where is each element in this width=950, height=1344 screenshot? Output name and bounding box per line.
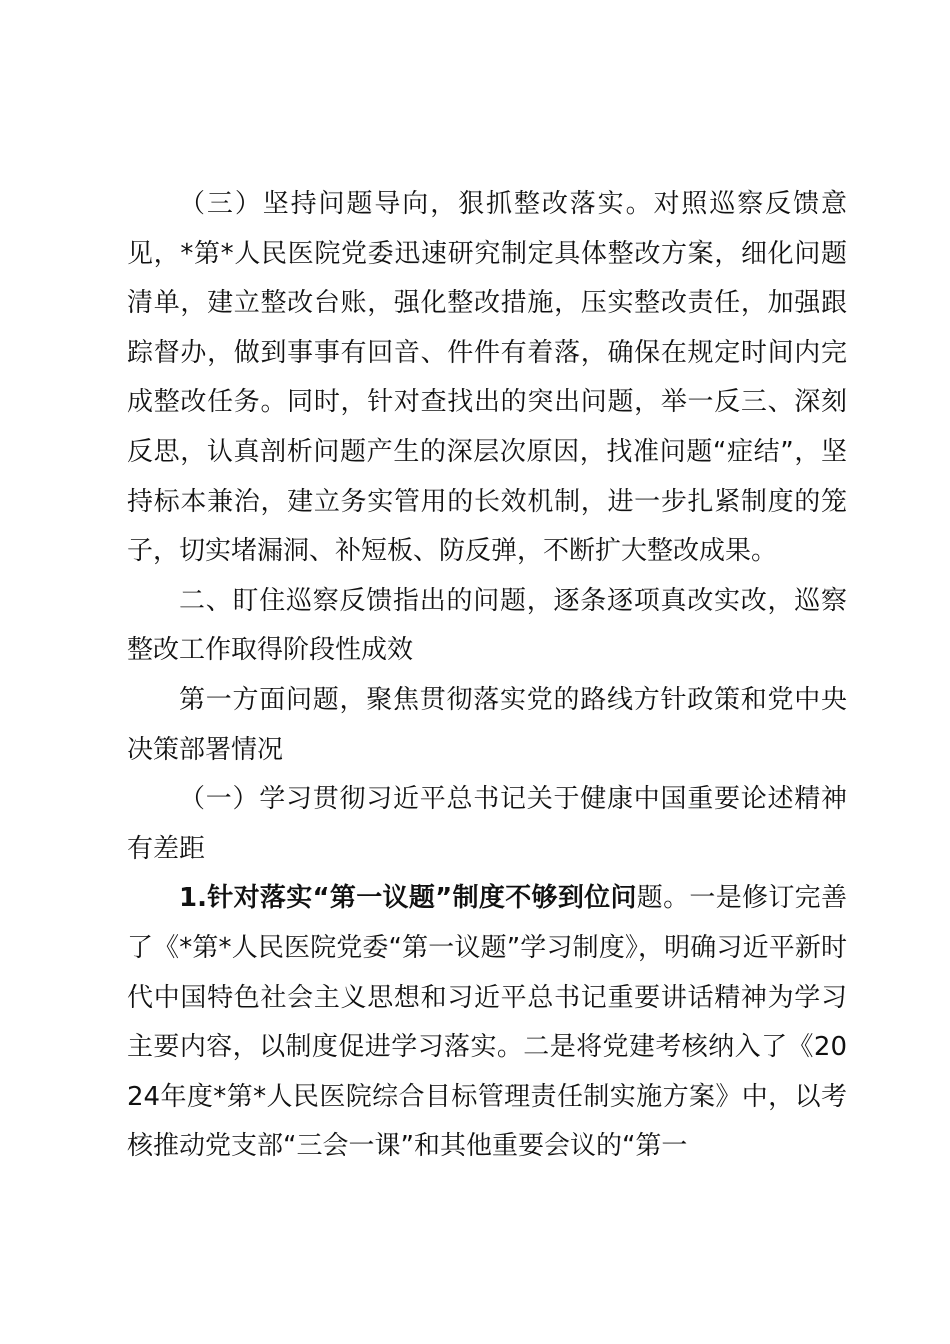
document-body xyxy=(127,180,847,1172)
section-heading-two: 二、盯住巡察反馈指出的问题，逐条逐项真改实改，巡察整改工作取得阶段性成效 xyxy=(127,585,847,666)
paragraph-first-agenda-item xyxy=(127,874,847,1172)
item-body-text: 题。一是修订完善了《*第*人民医院党委“第一议题”学习制度》，明确习近平新时代中国特色社会主义思想和习近平总书记重要讲话精神为学习主要内容，以制度促进学习落实。二是将党建考核纳入了《2024年度*第*人民医院综合目标管理责任制实施方案》中，以考核推动党支部“三会一课”和其他重要会议的“第一 xyxy=(127,883,847,1162)
problem-area-one-heading: 第一方面问题，聚焦贯彻落实党的路线方针政策和党中央决策部署情况 xyxy=(127,684,847,765)
bold-item-heading: 1.针对落实“第一议题”制度不够到位问 xyxy=(179,883,637,914)
paragraph-rectification-measures: （三）坚持问题导向，狠抓整改落实。对照巡察反馈意见，*第*人民医院党委迅速研究制定具体整改方案，细化问题清单，建立整改台账，强化整改措施，压实整改责任，加强跟踪督办，做到事事有回音、件件有着落，确保在规定时间内完成整改任务。同时，针对查找出的突出问题，举一反三、深刻反思，认真剖析问题产生的深层次原因，找准问题“症结”，坚持标本兼治，建立务实管用的长效机制，进一步扎紧制度的笼子，切实堵漏洞、补短板、防反弹，不断扩大整改成果。 xyxy=(127,189,847,567)
subsection-heading-one: （一）学习贯彻习近平总书记关于健康中国重要论述精神有差距 xyxy=(127,784,847,864)
